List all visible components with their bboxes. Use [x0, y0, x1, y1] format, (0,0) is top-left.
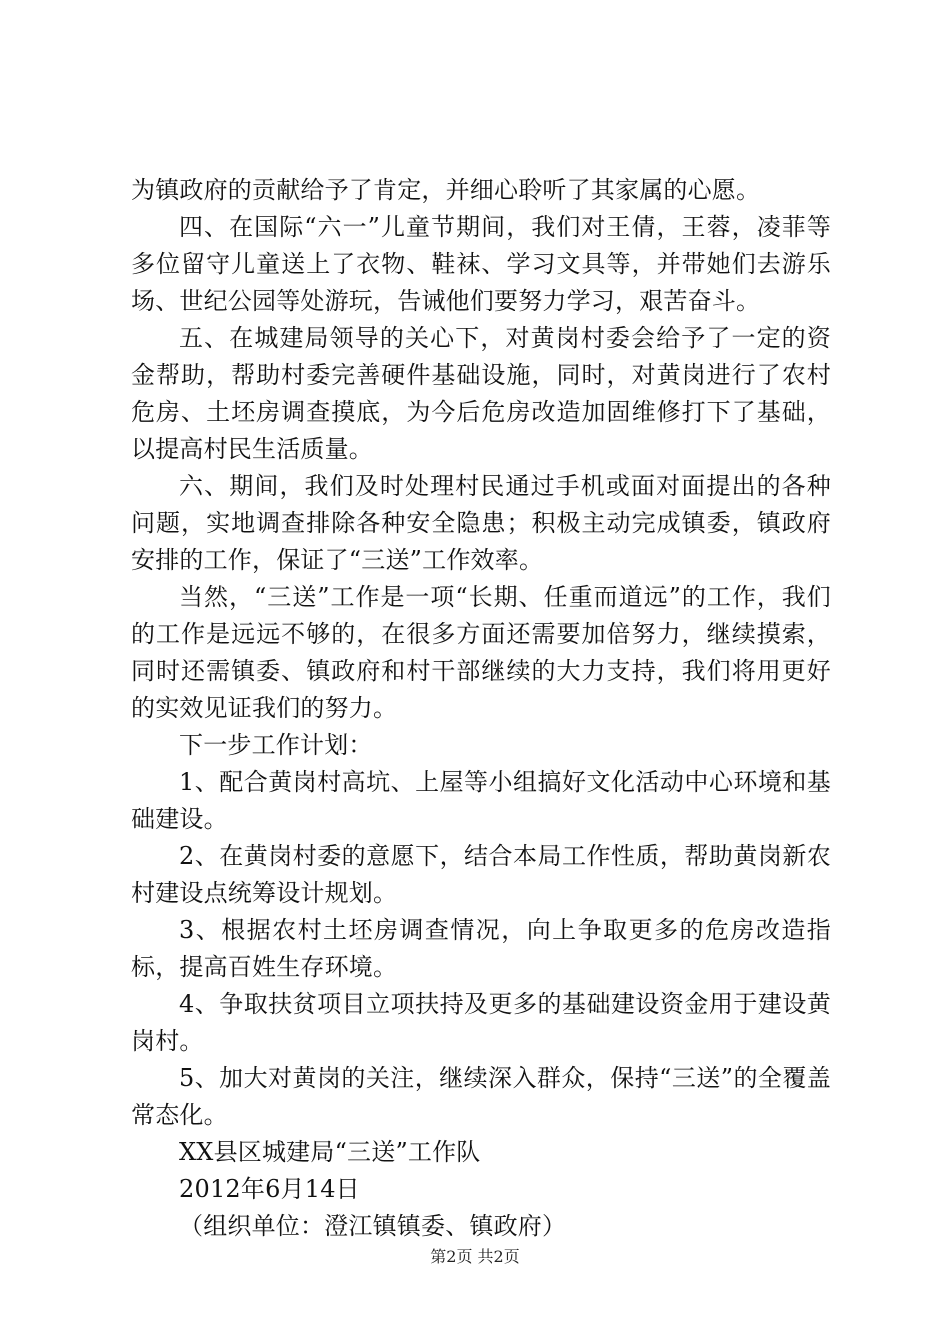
plan-heading: 下一步工作计划： [179, 731, 373, 759]
organizer-note: （组织单位：澄江镇镇委、镇政府） [179, 1212, 567, 1240]
paragraph-summary: 当然，“三送”工作是一项“长期、任重而道远”的工作，我们的工作是远远不够的，在很多方面还需要加倍努力，继续摸索，同时还需镇委、镇政府和村干部继续的大力支持，我们将用更好的实效见证我们的努力。 [131, 583, 831, 722]
signature-team: XX县区城建局“三送”工作队 [179, 1138, 481, 1166]
paragraph-item-four: 四、在国际“六一”儿童节期间，我们对王倩，王蓉，凌菲等多位留守儿童送上了衣物、鞋袜、学习文具等，并带她们去游乐场、世纪公园等处游玩，告诫他们要努力学习，艰苦奋斗。 [131, 213, 831, 315]
page-footer: 第2页 共2页 [430, 1247, 520, 1266]
plan-item-2: 2、在黄岗村委的意愿下，结合本局工作性质，帮助黄岗新农村建设点统筹设计规划。 [131, 842, 831, 907]
plan-item-4: 4、争取扶贫项目立项扶持及更多的基础建设资金用于建设黄岗村。 [131, 990, 831, 1055]
plan-item-1: 1、配合黄岗村高坑、上屋等小组搞好文化活动中心环境和基础建设。 [131, 768, 831, 833]
paragraph-item-five: 五、在城建局领导的关心下，对黄岗村委会给予了一定的资金帮助，帮助村委完善硬件基础设施，同时，对黄岗进行了农村危房、土坯房调查摸底，为今后危房改造加固维修打下了基础，以提高村民生活质量。 [131, 324, 831, 463]
paragraph-continuation: 为镇政府的贡献给予了肯定，并细心聆听了其家属的心愿。 [131, 176, 761, 204]
plan-item-3: 3、根据农村土坯房调查情况，向上争取更多的危房改造指标，提高百姓生存环境。 [131, 916, 831, 981]
signature-date: 2012年6月14日 [179, 1175, 360, 1203]
paragraph-item-six: 六、期间，我们及时处理村民通过手机或面对面提出的各种问题，实地调查排除各种安全隐患；积极主动完成镇委，镇政府安排的工作，保证了“三送”工作效率。 [131, 472, 831, 574]
plan-item-5: 5、加大对黄岗的关注，继续深入群众，保持“三送”的全覆盖常态化。 [131, 1064, 831, 1129]
document-body [131, 172, 831, 1245]
